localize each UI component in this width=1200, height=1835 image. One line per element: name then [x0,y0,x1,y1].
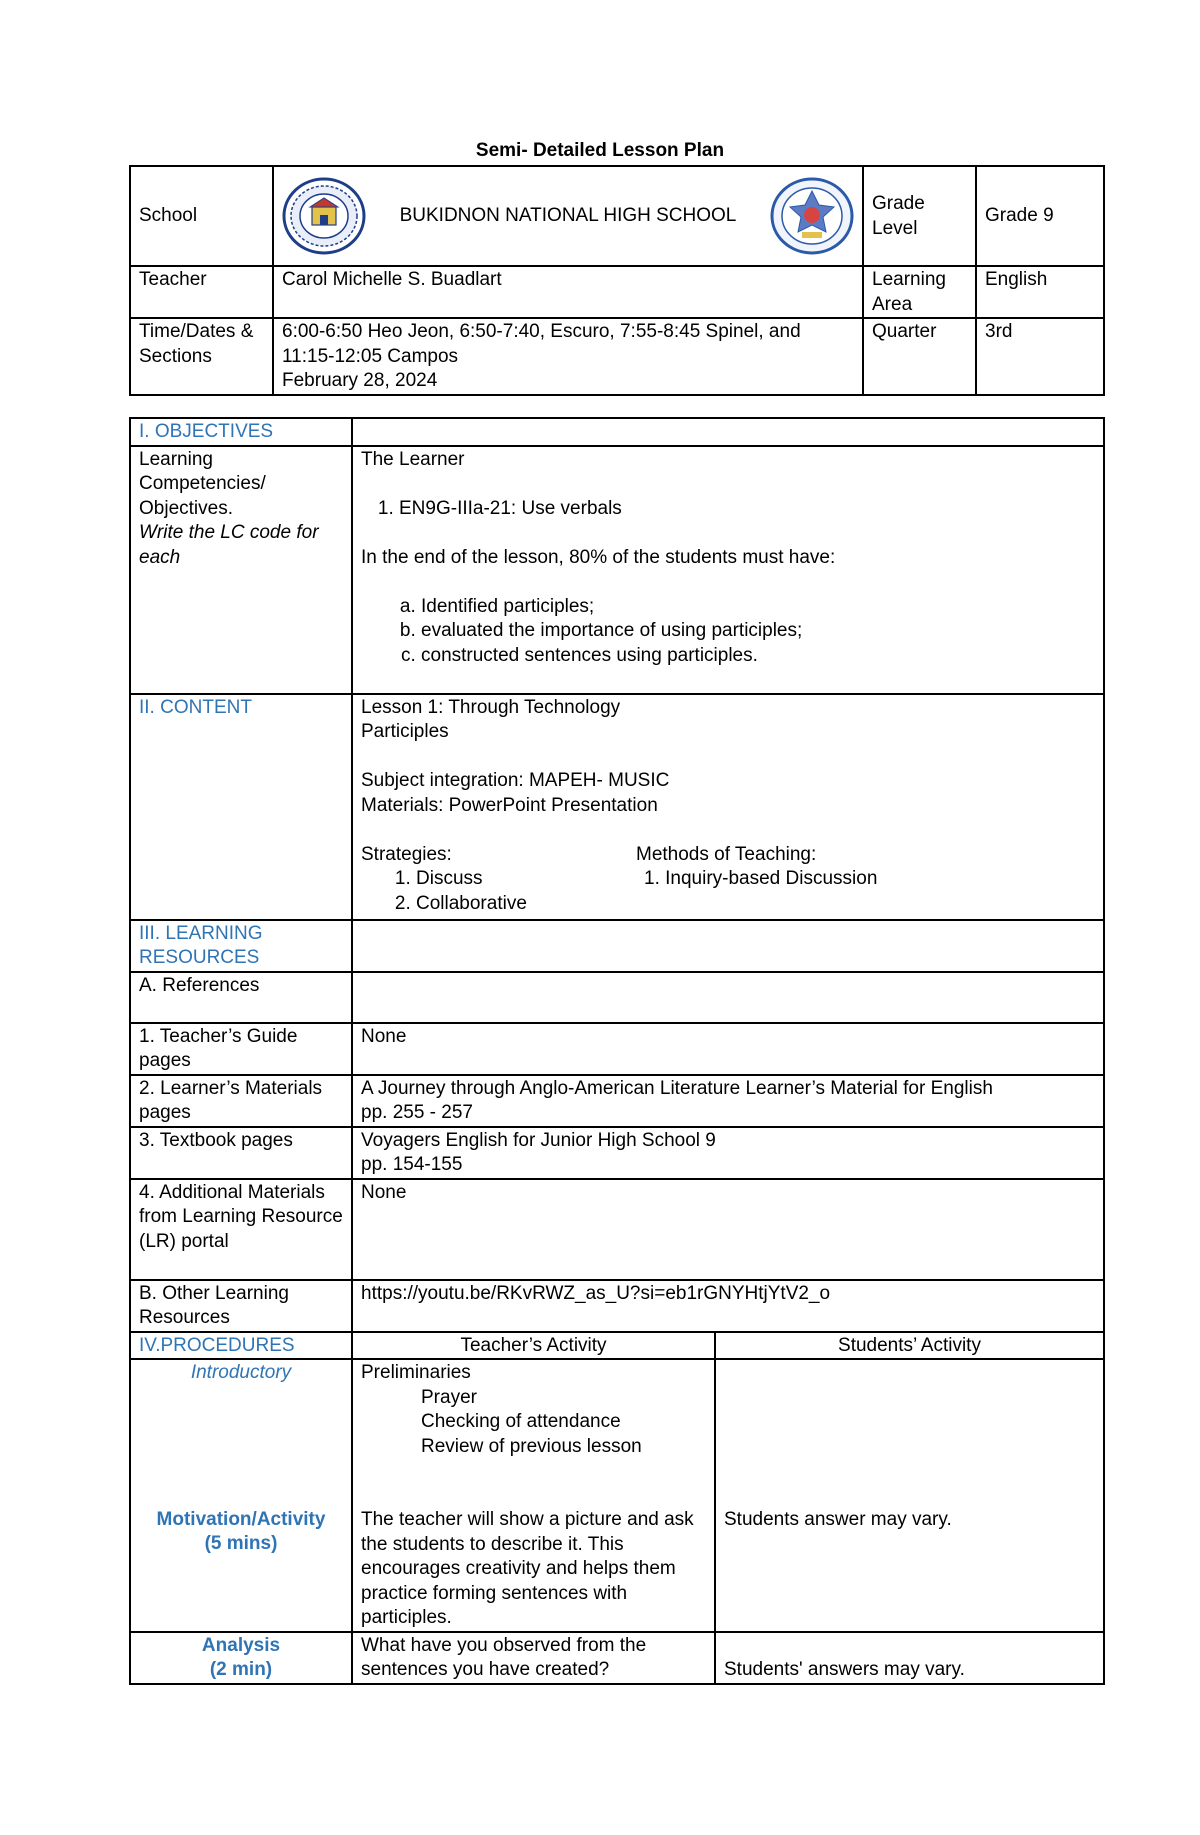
other-resources-link[interactable]: https://youtu.be/RKvRWZ_as_U?si=eb1rGNYHtjYtV2_o [352,1280,1104,1332]
learners-materials-label: 2. Learner’s Materials pages [130,1075,352,1127]
textbook-value [352,1127,1104,1179]
preliminary-item: Prayer [421,1386,477,1408]
learning-area-label: Learning Area [863,266,976,318]
motivation-label: Motivation/Activity [156,1508,326,1530]
strategy-item: 2. Collaborative [416,892,636,917]
school-label: School [130,166,273,266]
motivation-student-activity: Students answer may vary. [724,1509,952,1530]
learning-resources-heading: III. LEARNING RESOURCES [130,920,352,972]
strategies-label: Strategies: [361,843,452,865]
teachers-guide-value: None [352,1023,1104,1075]
introductory-teacher-cell [352,1359,715,1632]
time-dates-label: Time/Dates & Sections [130,318,273,395]
learners-materials-value [352,1075,1104,1127]
references-label: A. References [130,972,352,1023]
teacher-value: Carol Michelle S. Buadlart [273,266,863,318]
strategies-list [361,867,636,916]
competency-list [361,497,1095,522]
preliminary-item: Checking of attendance [421,1411,621,1432]
objective-item: c. constructed sentences using participles. [421,644,1095,669]
analysis-time: (2 min) [209,1659,273,1680]
subject-integration: Subject integration: MAPEH- MUSIC [361,770,670,791]
grade-level-label: Grade Level [863,166,976,266]
competency-item: 1. EN9G-IIIa-21: Use verbals [399,497,1095,522]
analysis-cell [130,1632,352,1684]
objectives-heading-blank [352,418,1104,446]
references-blank [352,972,1104,1023]
lesson-plan-table [129,417,1105,1685]
student-activity-header: Students’ Activity [715,1332,1104,1360]
motivation-time: (5 mins) [204,1533,278,1554]
analysis-label: Analysis [201,1634,281,1656]
teacher-activity-header: Teacher’s Activity [352,1332,715,1360]
textbook-title: Voyagers English for Junior High School 9 [361,1129,716,1151]
materials: Materials: PowerPoint Presentation [361,794,658,816]
analysis-teacher-activity: What have you observed from the sentences you have created? [352,1632,715,1684]
grade-level-value: Grade 9 [976,166,1104,266]
time-sections: 6:00-6:50 Heo Jeon, 6:50-7:40, Escuro, 7:55-8:45 Spinel, and 11:15-12:05 Campos [282,321,801,367]
quarter-value: 3rd [976,318,1104,395]
learning-area-value: English [976,266,1104,318]
header-table [129,165,1105,396]
learning-resources-blank [352,920,1104,972]
lc-code-note: Write the LC code for each [139,522,319,568]
additional-materials-label: 4. Additional Materials from Learning Resource (LR) portal [130,1179,352,1280]
learner-intro: The Learner [361,448,465,470]
objectives-label [130,446,352,694]
objectives-list [361,595,1095,669]
introductory-student-cell [715,1359,1104,1632]
lesson-date: February 28, 2024 [282,370,438,391]
quarter-label: Quarter [863,318,976,395]
objectives-lead: In the end of the lesson, 80% of the students must have: [361,546,836,568]
learners-materials-title: A Journey through Anglo-American Literature Learner’s Material for English [361,1077,993,1099]
textbook-pages: pp. 154-155 [361,1154,463,1175]
introductory-cell [130,1359,352,1632]
teacher-label: Teacher [130,266,273,318]
objectives-heading: I. OBJECTIVES [130,418,352,446]
analysis-student-activity: Students' answers may vary. [715,1632,1104,1684]
method-item: 1. Inquiry-based Discussion [644,868,878,889]
textbook-label: 3. Textbook pages [130,1127,352,1179]
lesson-topic: Participles [361,721,449,742]
school-seal-icon [282,177,366,255]
motivation-teacher-activity: The teacher will show a picture and ask the students to describe it. This encourages creativity and helps them practice forming sentences with participles. [361,1509,694,1628]
learning-competencies-label: Learning Competencies/ Objectives. [139,448,266,519]
introductory-label: Introductory [190,1362,292,1383]
document-title: Semi- Detailed Lesson Plan [475,140,725,161]
learners-materials-pages: pp. 255 - 257 [361,1102,473,1123]
deped-seal-icon [770,177,854,255]
objective-item: b. evaluated the importance of using participles; [421,619,1095,644]
school-name: BUKIDNON NATIONAL HIGH SCHOOL [399,204,737,226]
methods-label: Methods of Teaching: [636,843,817,865]
procedures-heading: IV.PROCEDURES [130,1332,352,1360]
preliminaries-label: Preliminaries [361,1362,471,1383]
school-cell [273,166,863,266]
content-heading: II. CONTENT [130,694,352,920]
objectives-content [352,446,1104,694]
strategy-item: 1. Discuss [416,867,636,892]
teachers-guide-label: 1. Teacher’s Guide pages [130,1023,352,1075]
objective-item: a. Identified participles; [421,595,1095,620]
content-details [352,694,1104,920]
additional-materials-value: None [352,1179,1104,1280]
preliminary-item: Review of previous lesson [421,1435,642,1457]
other-resources-label: B. Other Learning Resources [130,1280,352,1332]
time-dates-value [273,318,863,395]
lesson-title: Lesson 1: Through Technology [361,696,621,718]
